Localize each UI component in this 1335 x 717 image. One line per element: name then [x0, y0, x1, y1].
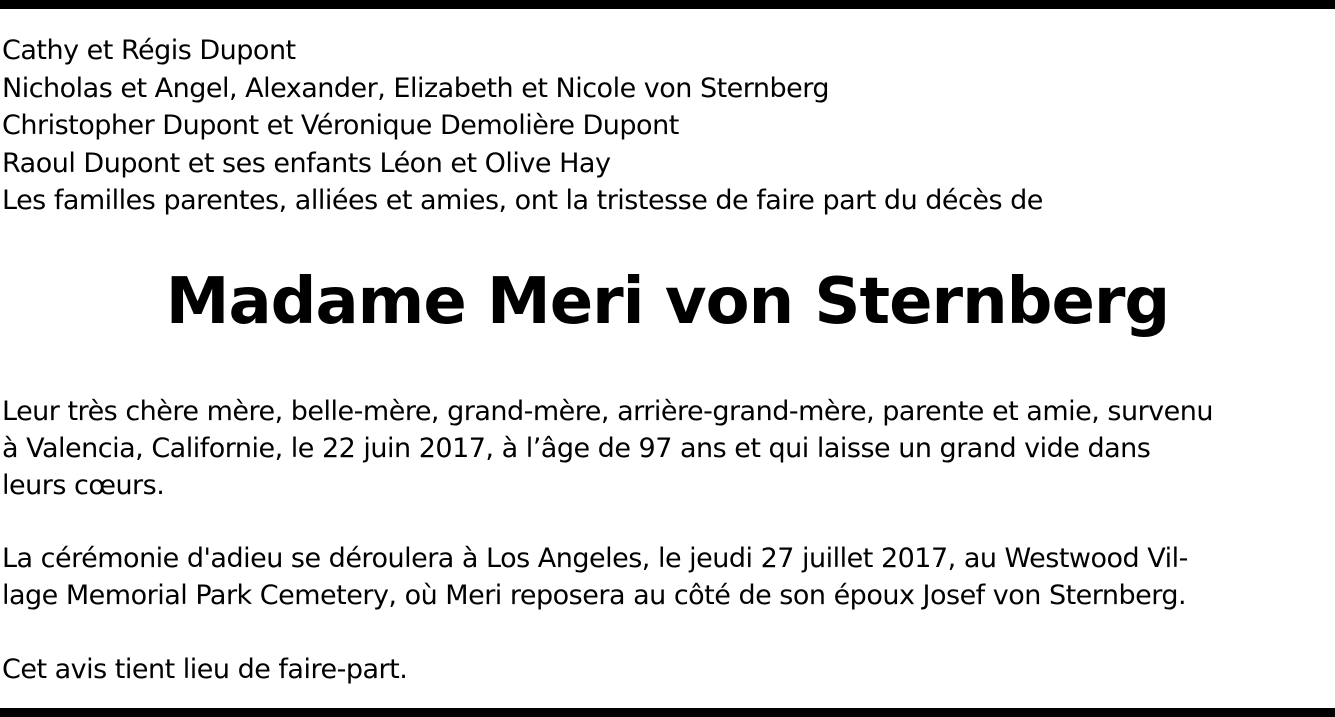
ceremony-line: La cérémonie d'adieu se déroulera à Los Angeles, le jeudi 27 juillet 2017, au Westwood Vil- — [2, 543, 1188, 574]
ceremony-paragraph — [2, 540, 1333, 614]
tribute-line: leurs cœurs. — [2, 470, 165, 501]
tribute-paragraph — [2, 393, 1333, 504]
family-line: Cathy et Régis Dupont — [2, 35, 296, 66]
bottom-border-rule — [0, 708, 1335, 717]
ceremony-line: lage Memorial Park Cemetery, où Meri reposera au côté de son époux Josef von Sternberg. — [2, 580, 1187, 611]
top-border-rule — [0, 0, 1335, 9]
family-line: Christopher Dupont et Véronique Demolière Dupont — [2, 110, 679, 141]
family-line: Raoul Dupont et ses enfants Léon et Olive Hay — [2, 147, 611, 179]
deceased-name: Madame Meri von Sternberg — [165, 265, 1170, 339]
announcement-intro: Les familles parentes, alliées et amies, ont la tristesse de faire part du décès de — [2, 185, 1043, 216]
tribute-line: à Valencia, Californie, le 22 juin 2017, à l’âge de 97 ans et qui laisse un grand vide dans — [2, 433, 1151, 464]
family-line: Nicholas et Angel, Alexander, Elizabeth et Nicole von Sternberg — [2, 72, 830, 104]
closing-note: Cet avis tient lieu de faire-part. — [2, 654, 408, 685]
family-list — [2, 32, 1332, 220]
tribute-line: Leur très chère mère, belle-mère, grand-mère, arrière-grand-mère, parente et amie, survenu — [2, 396, 1213, 427]
